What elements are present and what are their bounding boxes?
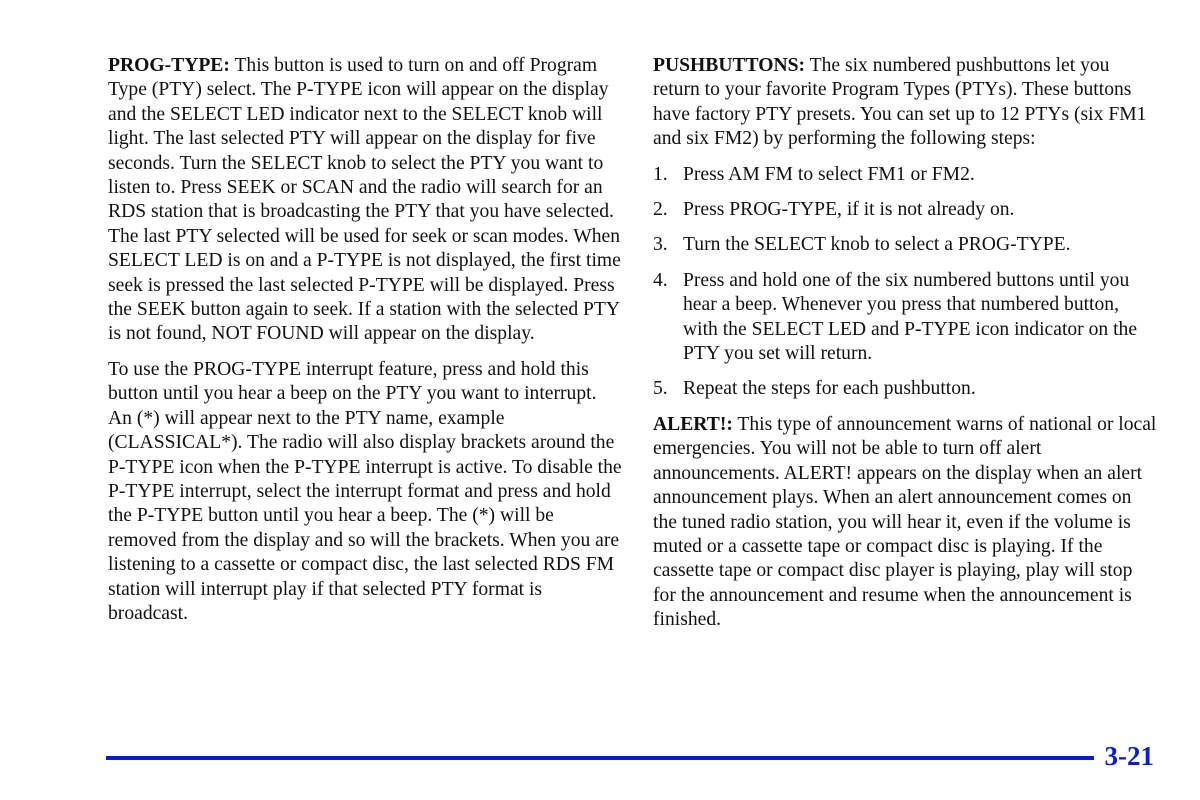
interrupt-paragraph: To use the PROG-TYPE interrupt feature, press and hold this button until you hear a beep on the PTY you want to interrupt. An (*) will appear next to the PTY name, example (CLASSICAL*). The radio will also display brackets around the P-TYPE icon when the P-TYPE interrupt is active. To disable the P-TYPE interrupt, select the interrupt format and press and hold the P-TYPE button until you hear a beep. The (*) will be removed from the display and so will the brackets. When you are listening to a cassette or compact disc, the last selected RDS FM station will interrupt play if that selected PTY format is broadcast. xyxy=(108,358,622,624)
step-item xyxy=(653,163,1158,187)
step-text: Press PROG-TYPE, if it is not already on. xyxy=(683,199,1015,221)
prog-type-heading: PROG-TYPE: xyxy=(108,55,230,76)
alert-paragraph xyxy=(653,413,1158,633)
prog-type-paragraph xyxy=(108,54,623,347)
step-text: Repeat the steps for each pushbutton. xyxy=(683,378,976,400)
right-column xyxy=(653,54,1158,644)
step-number: 3. xyxy=(653,234,668,256)
left-column xyxy=(108,54,623,637)
step-number: 5. xyxy=(653,378,668,400)
step-item xyxy=(653,377,1158,401)
pushbuttons-paragraph xyxy=(653,54,1158,152)
step-item xyxy=(653,233,1158,257)
step-text: Turn the SELECT knob to select a PROG-TYPE. xyxy=(683,234,1071,256)
step-item xyxy=(653,198,1158,222)
step-number: 2. xyxy=(653,199,668,221)
step-number: 4. xyxy=(653,269,668,291)
page-number: 3-21 xyxy=(1104,741,1154,771)
step-text: Press and hold one of the six numbered buttons until you hear a beep. Whenever you press that numbered button, with the SELECT LED and P-TYPE icon indicator on the PTY you set will return. xyxy=(683,269,1138,365)
step-item xyxy=(653,269,1158,367)
steps-list xyxy=(653,163,1158,402)
step-number: 1. xyxy=(653,163,668,185)
footer-rule xyxy=(106,756,1094,760)
prog-type-body: This button is used to turn on and off Program Type (PTY) select. The P-TYPE icon will appear on the display and the SELECT LED indicator next to the SELECT knob will light. The last selected PTY will appear on the display for five seconds. Turn the SELECT knob to select the PTY you want to listen to. Press SEEK or SCAN and the radio will search for an RDS station that is broadcasting the PTY that you have selected. The last PTY selected will be used for seek or scan modes. When SELECT LED is on and a P-TYPE is not displayed, the first time seek is pressed the last selected P-TYPE will be displayed. Press the SEEK button again to seek. If a station with the selected PTY is not found, NOT FOUND will appear on the display. xyxy=(108,55,621,345)
alert-heading: ALERT!: xyxy=(653,413,733,435)
pushbuttons-heading: PUSHBUTTONS: xyxy=(653,55,806,76)
pushbuttons-body: The six numbered pushbuttons let you return to your favorite Program Types (PTYs). These buttons have factory PTY presets. You can set up to 12 PTYs (six FM1 and six FM2) by performing the following steps: xyxy=(653,55,1147,150)
alert-body: This type of announcement warns of national or local emergencies. You will not be able to turn off alert announcements. ALERT! appears on the display when an alert announcement plays. When an alert announcement comes on the tuned radio station, you will hear it, even if the volume is muted or a cassette tape or compact disc is playing. If the cassette tape or compact disc player is playing, play will stop for the announcement and resume when the announcement is finished. xyxy=(653,413,1157,631)
step-text: Press AM FM to select FM1 or FM2. xyxy=(683,163,975,185)
